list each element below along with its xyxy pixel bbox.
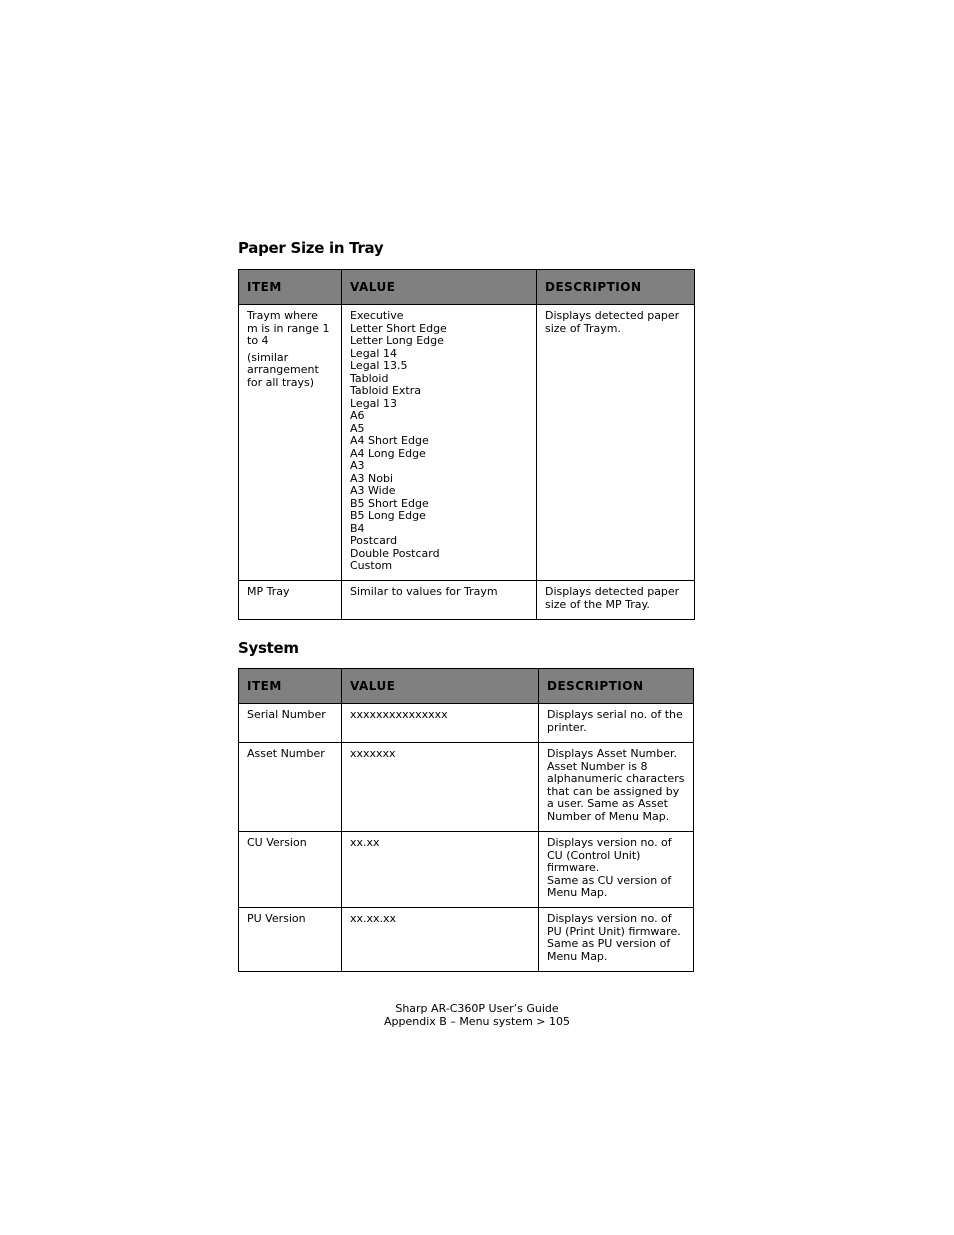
value-option: Letter Long Edge [350, 334, 444, 347]
value-option: Legal 14 [350, 346, 397, 360]
description-text: Same as CU version of [547, 873, 672, 887]
description-text: Displays version no. of [547, 836, 672, 849]
value-option: Double Postcard [350, 546, 440, 560]
column-header-description: DESCRIPTION [537, 270, 695, 305]
item-cell: PU Version [239, 908, 342, 972]
footer-guide-title: Sharp AR-C360P User’s Guide [395, 1002, 559, 1015]
description-text: that can be assigned by [547, 784, 680, 798]
value-option: Custom [350, 559, 393, 572]
item-cell: Asset Number [239, 743, 342, 832]
table-row [239, 305, 695, 581]
system-heading: System [238, 639, 299, 657]
paper-size-table [238, 269, 695, 620]
value-option: A5 [350, 421, 365, 435]
value-option: B5 Long Edge [350, 509, 426, 522]
description-text: Displays detected paper [545, 309, 680, 322]
value-cell [342, 581, 537, 620]
description-cell [539, 743, 694, 832]
description-text: Displays serial no. of the [547, 708, 683, 721]
value-option: A3 Nobi [350, 471, 394, 485]
description-text: Displays detected paper [545, 585, 680, 598]
description-text: Menu Map. [547, 949, 608, 963]
footer-page-reference: Appendix B – Menu system > 105 [384, 1014, 570, 1028]
description-cell [539, 908, 694, 972]
item-note: arrangement [247, 363, 319, 376]
column-header-description: DESCRIPTION [539, 669, 694, 704]
description-text: alphanumeric characters [547, 772, 685, 785]
table-row [239, 832, 694, 908]
table-header-row [239, 270, 695, 305]
description-text: firmware. [547, 861, 600, 874]
value-option: A4 Long Edge [350, 446, 426, 460]
value-option: A6 [350, 409, 365, 422]
column-header-item: ITEM [239, 270, 342, 305]
item-text: m is in range 1 [247, 321, 330, 335]
description-cell [539, 704, 694, 743]
item-cell [239, 581, 342, 620]
value-cell: xxxxxxxxxxxxxxx [342, 704, 539, 743]
description-cell [539, 832, 694, 908]
description-text: Displays Asset Number. [547, 747, 678, 760]
value-option: Legal 13.5 [350, 359, 408, 372]
description-text: PU (Print Unit) firmware. [547, 924, 681, 938]
description-text: size of the MP Tray. [545, 597, 650, 611]
column-header-value: VALUE [342, 270, 537, 305]
value-option: Executive [350, 309, 404, 322]
description-text: a user. Same as Asset [547, 797, 668, 810]
value-option: A3 Wide [350, 484, 396, 497]
value-cell: xx.xx [342, 832, 539, 908]
description-text: Number of Menu Map. [547, 809, 670, 823]
system-table [238, 668, 694, 972]
table-row [239, 704, 694, 743]
description-cell [537, 305, 695, 581]
value-cell [342, 305, 537, 581]
table-row [239, 743, 694, 832]
value-option: B4 [350, 521, 365, 535]
description-text: Same as PU version of [547, 937, 671, 950]
value-cell: xxxxxxx [342, 743, 539, 832]
description-text: Asset Number is 8 [547, 759, 648, 773]
item-note: (similar [247, 350, 289, 364]
item-text: MP Tray [247, 585, 290, 598]
value-option: A4 Short Edge [350, 434, 429, 447]
table-row [239, 581, 695, 620]
item-note: for all trays) [247, 375, 315, 389]
value-cell: xx.xx.xx [342, 908, 539, 972]
table-header-row [239, 669, 694, 704]
value-option: Postcard [350, 534, 398, 547]
value-option: A3 [350, 459, 365, 472]
column-header-value: VALUE [342, 669, 539, 704]
column-header-item: ITEM [239, 669, 342, 704]
description-text: printer. [547, 720, 587, 734]
value-text: Similar to values for Traym [350, 585, 498, 598]
item-cell: CU Version [239, 832, 342, 908]
value-option: Tabloid [350, 371, 389, 385]
value-option: B5 Short Edge [350, 496, 429, 510]
value-option: Tabloid Extra [350, 384, 421, 397]
item-cell: Serial Number [239, 704, 342, 743]
paper-size-heading: Paper Size in Tray [238, 239, 384, 257]
item-text: to 4 [247, 334, 269, 347]
item-text: Traym where [247, 309, 318, 322]
description-text: size of Traym. [545, 321, 622, 335]
description-text: Displays version no. of [547, 912, 672, 925]
description-text: CU (Control Unit) [547, 848, 641, 862]
value-option: Letter Short Edge [350, 321, 447, 335]
page-footer [0, 1003, 954, 1028]
table-row [239, 908, 694, 972]
value-option: Legal 13 [350, 396, 397, 410]
item-cell [239, 305, 342, 581]
description-cell [537, 581, 695, 620]
description-text: Menu Map. [547, 886, 608, 899]
